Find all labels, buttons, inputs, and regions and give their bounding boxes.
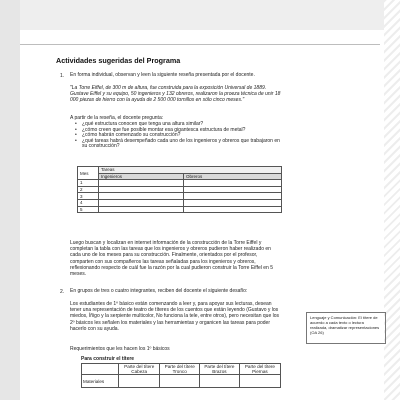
item1-questions <box>82 122 282 150</box>
side-note-box <box>306 312 386 344</box>
cell <box>200 375 240 388</box>
cell-ingenieros <box>99 206 184 213</box>
cell <box>239 375 280 388</box>
item2-number: 2. <box>60 289 65 295</box>
item2-body: Los estudiantes de 1º básico están comenzando a leer y, para apoyar sus lecturas, desean tener una representación de teatro de títeres de los cuentos que están leyendo (Gustavo y los miedos, Íñigo y la serpiente multicolor, No funciona la tele, entre otros), pero necesitan que los 2º básicos les señalen los materiales y las herramientas y organicen las tareas para poder hacerlo con su ayuda. <box>70 301 280 332</box>
header-rule <box>20 44 380 45</box>
corner-cell <box>82 364 119 375</box>
cell-obreros <box>184 199 282 206</box>
item1-intro: En forma individual, observan y leen la siguiente reseña presentada por el docente. <box>70 72 255 78</box>
item2-subtitle: Para construir el títere <box>81 356 135 362</box>
side-note-text: Lenguaje y Comunicación: El títere de acuerdo a cada texto o lectura realizada, dramatizar representaciones (OA 26) <box>310 315 380 335</box>
table-header-row <box>78 167 282 174</box>
cell-ingenieros <box>99 199 184 206</box>
header-bar <box>20 0 400 30</box>
cell-ingenieros <box>99 186 184 193</box>
question-item: • ¿cómo creen que fue posible montar esa gigantesca estructura de metal? <box>82 128 282 134</box>
question-item: • ¿qué tareas habrá desempeñado cada uno de los ingenieros y obreros que trabajaron en su construcción? <box>82 139 282 150</box>
cell <box>160 375 200 388</box>
right-stripe-band <box>384 0 400 400</box>
cell-obreros <box>184 180 282 187</box>
row-month: 5 <box>78 206 99 213</box>
question-item: • ¿qué estructura conocen que tenga una altura similar? <box>82 122 282 128</box>
item1-closing: Luego buscan y localizan en internet información de la construcción de la Torre Eiffel y completan la tabla con las tareas que los ingenieros y obreros pudieron haber realizado en cada uno de los meses para su construcción. Finalmente, orientados por el profesor, comparten con sus compañeros las tareas señaladas para los ingenieros y obreros, reflexionando respecto de cuál fue la razón por la cual pudieron construir la Torre Eiffel en 5 meses. <box>70 240 273 278</box>
row-month: 2 <box>78 186 99 193</box>
table-row <box>78 199 282 206</box>
col-cabeza-header: Parte del títere Cabeza <box>119 364 160 375</box>
item1-after-reading: A partir de la reseña, el docente pregunta: <box>70 115 164 121</box>
cell <box>119 375 160 388</box>
table-row <box>78 186 282 193</box>
item2-intro: En grupos de tres o cuatro integrantes, reciben del docente el siguiente desafío: <box>70 288 248 294</box>
col-obreros-header: Obreros <box>184 173 282 180</box>
cell-obreros <box>184 206 282 213</box>
section-title: Actividades sugeridas del Programa <box>56 56 181 65</box>
puppet-table <box>81 363 281 388</box>
col-tareas-header: Tareas <box>99 167 282 174</box>
col-brazos-header: Parte del títere Brazos <box>200 364 240 375</box>
row-materiales: Materiales <box>82 375 119 388</box>
cell-obreros <box>184 193 282 200</box>
item1-number: 1. <box>60 73 65 79</box>
item1-quote: "La Torre Eiffel, de 300 m de altura, fue construida para la exposición Universal de 1889. Gustave Eiffel y su equipo, 50 ingenieros y 132 obreros, realizaron la proeza técnica de unir 18 000 piezas de hierro con la ayuda de 2 500 000 tornillos en sólo cinco meses." <box>70 85 281 104</box>
table-row <box>78 206 282 213</box>
left-margin-band <box>0 0 20 400</box>
col-ingenieros-header: Ingenieros <box>99 173 184 180</box>
tasks-table <box>77 166 282 213</box>
row-month: 4 <box>78 199 99 206</box>
table-subheader-row <box>78 173 282 180</box>
cell-obreros <box>184 186 282 193</box>
table-row <box>78 180 282 187</box>
question-item: • ¿cómo habrán comenzado su construcción? <box>82 133 282 139</box>
col-mes-header: Mes <box>78 167 99 180</box>
item2-requirements: Requerimientos que les hacen los 1º básicos <box>70 346 170 352</box>
row-month: 3 <box>78 193 99 200</box>
cell-ingenieros <box>99 193 184 200</box>
cell-ingenieros <box>99 180 184 187</box>
table-header-row <box>82 364 281 375</box>
table-row <box>78 193 282 200</box>
row-month: 1 <box>78 180 99 187</box>
col-tronco-header: Parte del títere Tronco <box>160 364 200 375</box>
col-piernas-header: Parte del títere Piernas <box>239 364 280 375</box>
table-row <box>82 375 281 388</box>
